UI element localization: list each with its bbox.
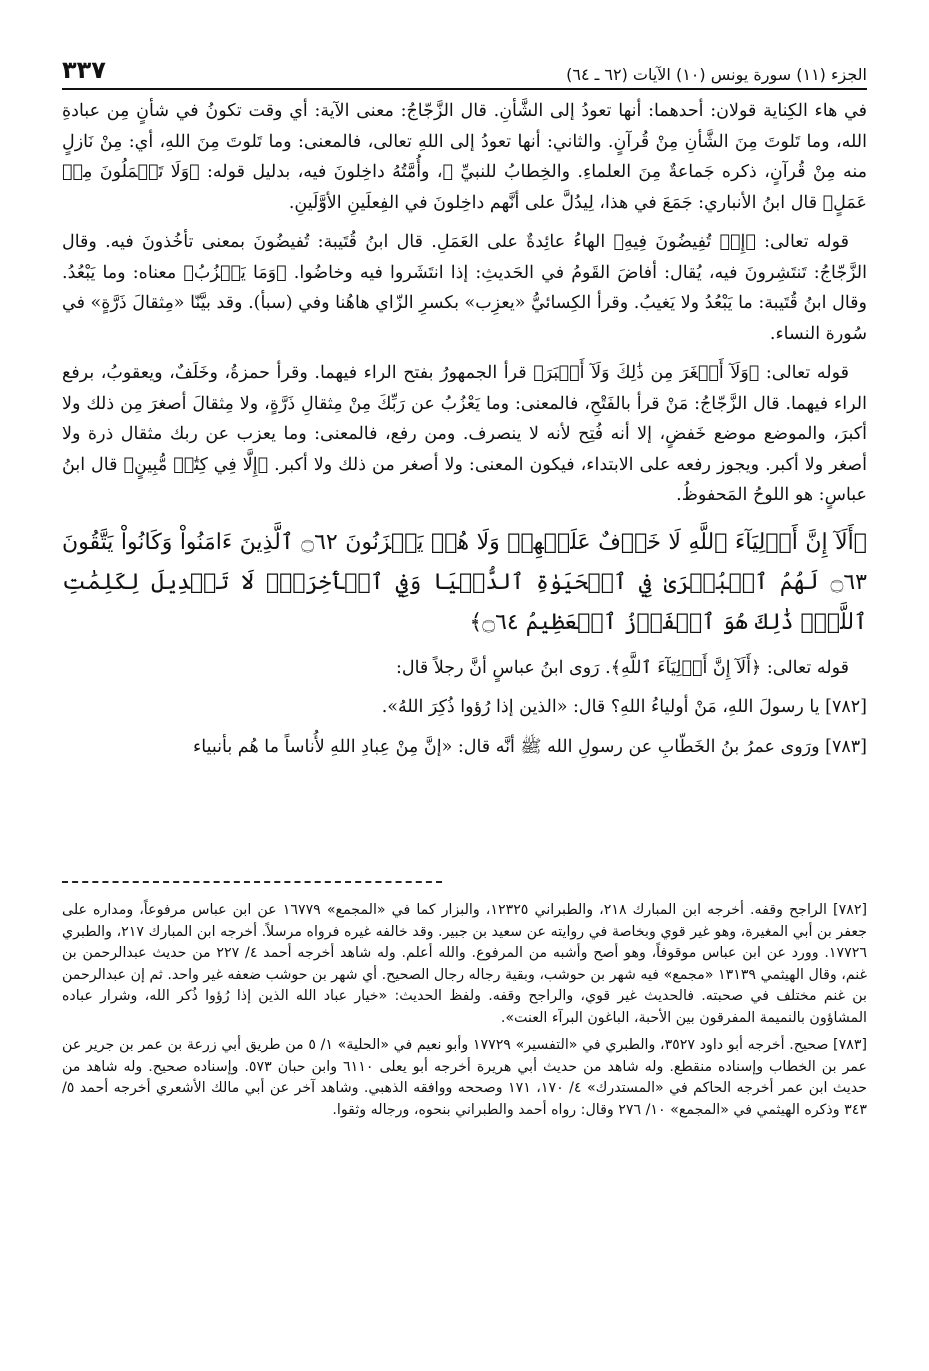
footnote-783: [٧٨٣] صحيح. أخرجه أبو داود ٣٥٢٧، والطبري في «التفسير» ١٧٧٢٩ وأبو نعيم في «الحلية» ١/ ٥ من طريق أبي زرعة بن عمر بن جرير عن عمر بن الخطاب وإسناده منقطع. وله شاهد من حديث أبي هريرة أخرجه أبو يعلى ٦١١٠ وابن حبان ٥٧٣. وإسناده صحيح. وله شاهد من حديث ابن عمر أخرجه الحاكم في «المستدرك» ٤/ ١٧٠، ١٧١ وصححه ووافقه الذهبي. وشاهد آخر عن أبي مالك الأشعري أخرجه أحمد ٥/ ٣٤٣ وذكره الهيثمي في «المجمع» ١٠/ ٢٧٦ وقال: رواه أحمد والطبراني بنحوه، ورجاله وثقوا.	[62, 1037, 867, 1118]
paragraph-1: في هاء الكِناية قولان: أحدهما: أنها تعودُ إلى الشَّأنِ. قال الزَّجّاجُ: معنى الآية: أي وقت تكونُ في شأنٍ مِن عبادةِ الله، وما تَلوتَ مِنَ الشَّأنِ مِنْ قُرآنٍ. والثاني: أنها تعودُ إلى اللهِ تعالى، فالمعنى: وما تَلوتَ مِنَ اللهِ، أي: مِنْ نَازلٍ منه مِنْ قُرآنٍ، ذكره جَماعةٌ مِنَ العلماءِ. والخِطابُ للنبيِّ ﷺ، وأُمَّتُهُ داخِلونَ فيه، بدليل قوله: ﴿وَلَا تَعۡمَلُونَ مِنۡ عَمَلٍ﴾ قال ابنُ الأنباري: جَمَعَ في هذا، لِيدُلَّ على أنَّهم داخِلونَ في الفِعلَينِ الأوَّلَينِ.	[62, 101, 867, 213]
footnote-separator	[62, 881, 442, 883]
header-rule	[62, 88, 867, 90]
page-number: ٣٣٧	[62, 56, 106, 84]
page-header	[62, 44, 867, 84]
hadith-783: [٧٨٣] ورَوى عمرُ بنُ الخَطّابِ عن رسولِ الله ﷺ أنَّه قال: «إنَّ مِنْ عِبادِ اللهِ لأُناساً ما هُم بأنبياء	[193, 736, 867, 757]
paragraph-3: قوله تعالى: ﴿وَلَآ أَصۡغَرَ مِن ذَٰلِكَ وَلَآ أَكۡبَرَ﴾ قرأ الجمهورُ بفتح الراء فيهما. وقرأ حمزةُ، وخَلَفٌ، ويعقوبُ، برفع الراء فيهما. قال الزَّجّاجُ: مَنْ قرأ بالفَتْحِ، فالمعنى: وما يَعْزُبُ عن رَبِّكَ مِنْ مِثقالِ ذَرَّةٍ، ولا مِثقالَ أصغرَ مِن ذلك ولا أكبرَ، والموضع موضع خَفضٍ، إلا أنه فُتِح لأنه لا ينصرف. ومن رفع، فالمعنى: وما يعزب عن ربك مثقال ذرة ولا أصغر ولا أكبر. ويجوز رفعه على الابتداء، فيكون المعنى: ولا أصغر من ذلك ولا أكبر. ﴿إِلَّا فِي كِتَٰبٖ مُّبِينٍ﴾ قال ابنُ عباسٍ: هو اللوحُ المَحفوظُ.	[62, 363, 867, 505]
paragraph-4: قوله تعالى: ﴿أَلَآ إِنَّ أَوۡلِيَآءَ ٱللَّهِ﴾. رَوى ابنُ عباسٍ أنَّ رجلاً قال:	[395, 657, 849, 678]
footnote-782: [٧٨٢] الراجح وقفه. أخرجه ابن المبارك ٢١٨، والطبراني ١٢٣٢٥، والبزار كما في «المجمع» ١٦٧٧٩ عن ابن عباس مرفوعاً، ومداره على جعفر بن أبي المغيرة، وهو غير قوي وبخاصة في روايته عن سعيد بن جبير. وقد خالفه غيره فرواه مرسلاً. أخرجه ابن المبارك ٢١٧، والطبري ١٧٧٢٦. وورد عن ابن عباس موقوفاً، وهو أصح وأشبه من المرفوع. والله أعلم. وله شاهد أخرجه أحمد ٤/ ٢٢٧ من حديث عبدالرحمن بن غنم، وقال الهيثمي ١٣١٣٩ «مجمع» فيه شهر بن حوشب، وبقية رجاله رجال الصحيح. أي شهر بن حوشب ضعفه غير واحد. ثم إن عبدالرحمن بن غنم مختلف في صحبته. فالحديث غير قوي، والراجح وقفه. ولفظ الحديث: «خيار عباد الله الذين إذا رُؤوا ذُكر الله، وشرار عباده المشاؤون بالنميمة المفرقون بين الأحبة، الباغون البرآء العنت».	[62, 902, 868, 1026]
footnotes	[62, 900, 867, 1127]
paragraph-2: قوله تعالى: ﴿إِذۡ تُفِيضُونَ فِيهِ﴾ الهاءُ عائِدةٌ على العَمَلِ. قال ابنُ قُتَيبة: تُفيضُونَ بمعنى تأخُذونَ فيه. وقال الزَّجّاجُ: تَنتَشِرونَ فيه، يُقال: أفاضَ القَومُ في الحَديثِ: إذا انتَشَروا فيه وخاضُوا. ﴿وَمَا يَعۡزُبُ﴾ معناه: وما يَبْعُدُ. وقال ابنُ قُتَيبة: ما يَبْعُدُ ولا يَغيبُ. وقرأ الكِسائيُّ «يعزِب» بكسرِ الزّاي هاهُنا وفي (سبأ). وقد بيَّنّا «مِثقالَ ذَرَّةٍ» في سُورة النساء.	[62, 232, 867, 344]
hadith-782: [٧٨٢] يا رسولَ اللهِ، مَنْ أولياءُ اللهِ؟ قال: «الذين إذا رُؤوا ذُكِرَ اللهُ».	[381, 697, 867, 717]
main-text	[62, 96, 867, 771]
quran-verse: ﴿أَلَآ إِنَّ أَوۡلِيَآءَ ٱللَّهِ لَا خَوۡفٌ عَلَيۡهِمۡ وَلَا هُمۡ يَحۡزَنُونَ ۝٦٢ ٱلَّذِينَ ءَامَنُواْ وَكَانُواْ يَتَّقُونَ ۝٦٣ لَهُمُ ٱلۡبُشۡرَىٰ فِي ٱلۡحَيَوٰةِ ٱلدُّنۡيَا وَفِي ٱلۡأٓخِرَةِۚ لَا تَبۡدِيلَ لِكَلِمَٰتِ ٱللَّهِۚ ذَٰلِكَ هُوَ ٱلۡفَوۡزُ ٱلۡعَظِيمُ ۝٦٤﴾	[62, 529, 868, 635]
running-title: الجزء (١١) سورة يونس (١٠) الآيات (٦٢ ـ ٦٤)	[566, 65, 867, 84]
